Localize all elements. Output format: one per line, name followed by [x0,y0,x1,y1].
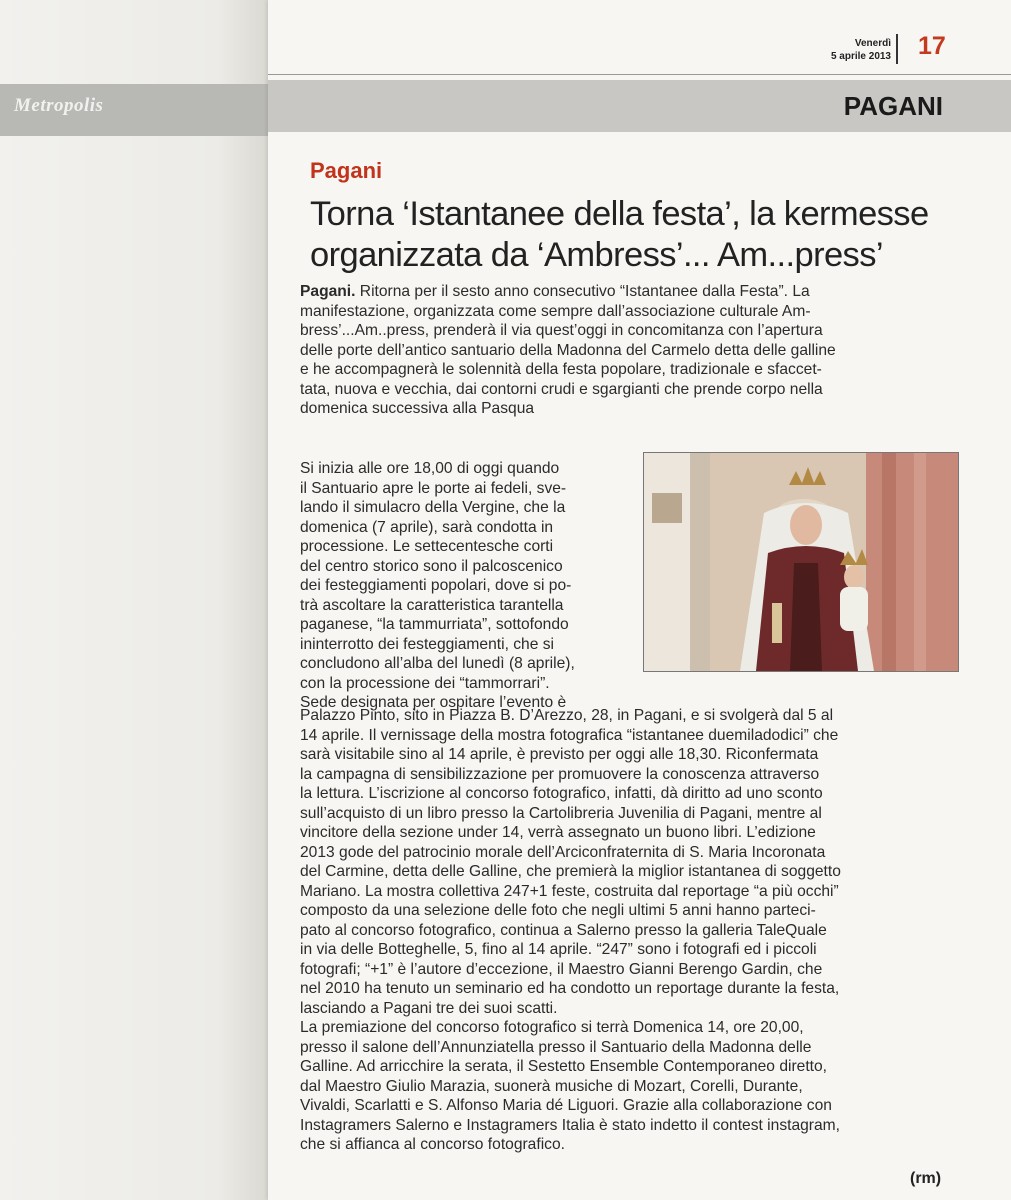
body-line: e he accompagnerà le solennità della festa popolare, tradizionale e sfaccet- [300,361,822,378]
headline-line: Torna ‘Istantanee della festa’, la kermesse [310,195,929,233]
body-line: dei festeggiamenti popolari, dove si po- [300,577,572,594]
body-line: il Santuario apre le porte ai fedeli, sve- [300,479,567,497]
body-line: tata, nuova e vecchia, dai contorni crudi e sgargianti che prende corpo nella [300,380,823,398]
body-line: del Carmine, detta delle Galline, che premierà la miglior istantanea di soggetto [300,863,841,880]
madonna-statue-photo [644,453,958,671]
body-line: ininterrotto dei festeggiamenti, che si [300,635,554,653]
body-line: La premiazione del concorso fotografico si terrà Domenica 14, ore 20,00, [300,1019,804,1036]
page-number-divider [896,34,898,64]
issue-date-block [831,37,891,63]
header-rule [268,74,1011,75]
body-line: delle porte dell’antico santuario della Madonna del Carmelo detta delle galline [300,341,836,359]
body-line: concludono all’alba del lunedì (8 aprile), [300,655,575,672]
photo-curtain-fold [882,453,896,671]
photo-face [790,505,822,545]
body-line: vincitore della sezione under 14, verrà assegnato un buono libri. L’edizione [300,824,816,841]
body-line: Mariano. La mostra collettiva 247+1 feste, costruita dal reportage “a più occhi” [300,882,839,900]
body-line: in via delle Botteghelle, 5, fino al 14 aprile. “247” sono i fotografi ed i piccoli [300,941,817,958]
body-line: domenica successiva alla Pasqua [300,400,535,417]
body-line: fotografi; “+1” è l’autore d’eccezione, il Maestro Gianni Berengo Gardin, che [300,960,823,978]
body-line: che si affianca al concorso fotografico. [300,1136,565,1153]
body-line: composto da una selezione delle foto che negli ultimi 5 anni hanno parteci- [300,902,816,919]
body-line: pato al concorso fotografico, continua a Salerno presso la galleria TaleQuale [300,921,827,939]
body-line: 14 aprile. Il vernissage della mostra fotografica “istantanee duemiladodici” che [300,726,839,744]
article-headline [310,194,970,276]
body-line: Palazzo Pinto, sito in Piazza B. D’Arezzo, 28, in Pagani, e si svolgerà dal 5 al [300,707,834,724]
body-line: nel 2010 ha tenuto un seminario ed ha condotto un reportage durante la festa, [300,980,840,997]
photo-column-shadow [690,453,710,671]
body-line: dal Maestro Giulio Marazia, suonerà musiche di Mozart, Corelli, Durante, [300,1077,803,1095]
page-number: 17 [918,32,946,60]
body-line: bress’...Am..press, prenderà il via quest’oggi in concomitanza con l’apertura [300,322,823,339]
issue-date: 5 aprile 2013 [830,51,891,62]
body-line: Si inizia alle ore 18,00 di oggi quando [300,460,560,477]
photo-robe-shadow [790,563,822,671]
neighbor-brand: Metropolis [14,95,104,116]
article-photo [643,452,959,672]
neighbor-page [0,0,272,1200]
section-label: PAGANI [843,91,943,121]
body-line: paganese, “la tammurriata”, sottofondo [300,616,569,633]
body-line: domenica (7 aprile), sarà condotta in [300,518,554,536]
body-line: trà ascoltare la caratteristica tarantella [300,596,564,614]
photo-curtain-fold [914,453,926,671]
photo-child-face [844,565,864,589]
body-line: 2013 gode del patrocinio morale dell’Arciconfraternita di S. Maria Incoronata [300,843,826,861]
body-line: lasciando a Pagani tre dei suoi scatti. [300,999,558,1017]
photo-capital [652,493,682,523]
body-line: con la processione dei “tammorrari”. [300,674,550,692]
article-paragraph-intro [300,282,960,419]
body-line: presso il salone dell’Annunziatella presso il Santuario della Madonna delle [300,1038,812,1056]
newspaper-page [268,0,1011,1200]
body-line: manifestazione, organizzata come sempre dall’associazione culturale Am- [300,302,811,320]
body-line [300,282,960,302]
photo-left-column [644,453,690,671]
article-kicker: Pagani [310,158,383,183]
headline-line: organizzata da ‘Ambress’... Am...press’ [310,236,883,274]
article-paragraph-program [300,459,640,713]
body-line: sarà visitabile sino al 14 aprile, è previsto per oggi alle 18,30. Riconfermata [300,746,819,763]
author-signature: (rm) [910,1170,942,1187]
body-line: lando il simulacro della Vergine, che la [300,499,566,516]
body-line: del centro storico sono il palcoscenico [300,557,563,575]
lead-dateline: Pagani. [300,283,356,300]
body-line: Vivaldi, Scarlatti e S. Alfonso Maria dé Liguori. Grazie alla collaborazione con [300,1097,832,1114]
body-line: processione. Le settecentesche corti [300,538,554,555]
body-line: sull’acquisto di un libro presso la Cartolibreria Juvenilia di Pagani, mentre al [300,804,822,822]
body-line: la campagna di sensibilizzazione per promuovere la conoscenza attraverso [300,765,820,783]
photo-child-robe [840,587,868,631]
photo-scapular [772,603,782,643]
article-paragraph-exhibition [300,706,960,1155]
body-line: Galline. Ad arricchire la serata, il Sestetto Ensemble Contemporaneo diretto, [300,1058,827,1075]
issue-weekday: Venerdì [854,38,891,49]
photo-curtain [866,453,958,671]
body-line: Instagramers Salerno e Instagramers Italia è stato indetto il contest instagram, [300,1116,840,1134]
body-line: la lettura. L’iscrizione al concorso fotografico, infatti, dà diritto ad uno sconto [300,785,823,802]
body-line: Sede designata per ospitare l’evento è [300,694,567,711]
body-line-text: Ritorna per il sesto anno consecutivo “Istantanee dalla Festa”. La [355,283,810,300]
